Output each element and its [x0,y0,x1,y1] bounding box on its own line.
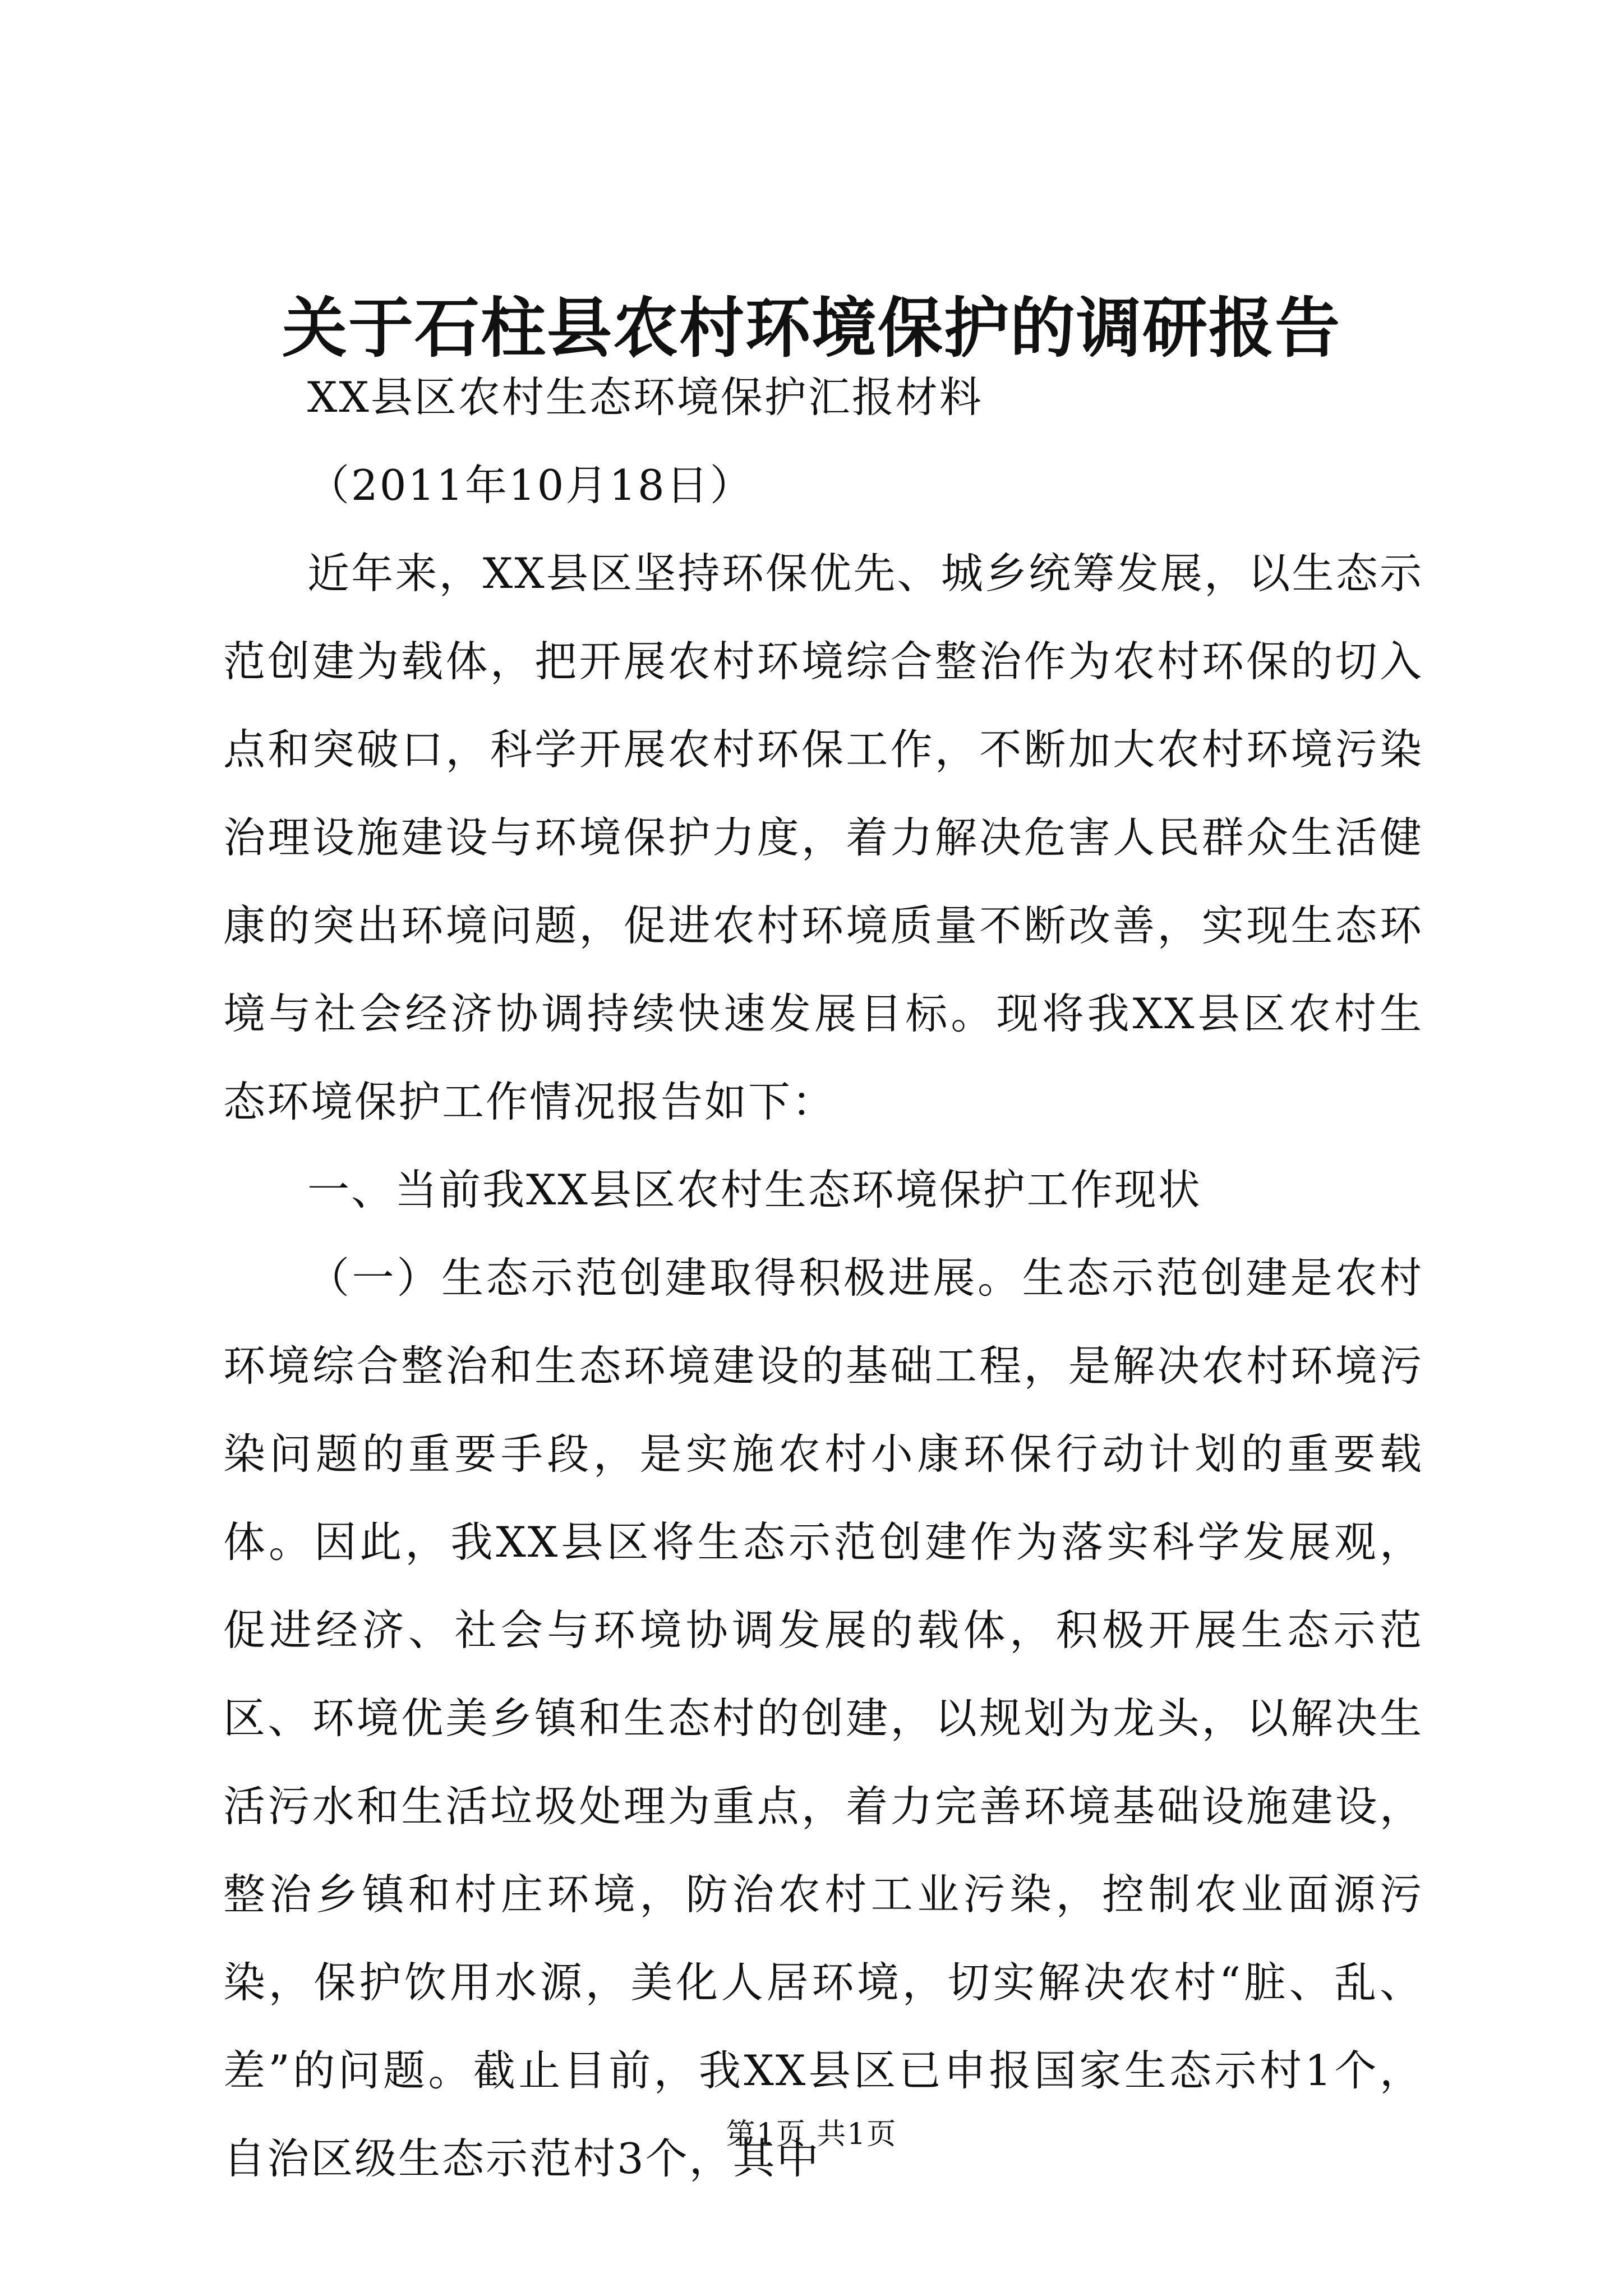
paragraph-section-1-1: （一）生态示范创建取得积极进展。生态示范创建是农村环境综合整治和生态环境建设的基础工程，是解决农村环境污染问题的重要手段，是实施农村小康环保行动计划的重要载体。因此，我XX县区将生态示范创建作为落实科学发展观，促进经济、社会与环境协调发展的载体，积极开展生态示范区、环境优美乡镇和生态村的创建，以规划为龙头，以解决生活污水和生活垃圾处理为重点，着力完善环境基础设施建设，整治乡镇和村庄环境，防治农村工业污染，控制农业面源污染，保护饮用水源，美化人居环境，切实解决农村“脏、乱、差”的问题。截止目前，我XX县区已申报国家生态示村1个，自治区级生态示范村3个，其中 [223,1253,1423,2183]
document-body [223,353,1423,2203]
page-footer: 第1页 共1页 [726,2118,897,2151]
document-title: 关于石柱县农村环境保护的调研报告 [282,290,1341,366]
document-subtitle: XX县区农村生态环境保护汇报材料 [307,372,983,422]
section-heading-1: 一、当前我XX县区农村生态环境保护工作现状 [307,1165,1202,1214]
document-date: （2011年10月18日） [307,461,754,510]
paragraph-intro: 近年来，XX县区坚持环保优先、城乡统筹发展，以生态示范创建为载体，把开展农村环境综合整治作为农村环保的切入点和突破口，科学开展农村环保工作，不断加大农村环境污染治理设施建设与环境保护力度，着力解决危害人民群众生活健康的突出环境问题，促进农村环境质量不断改善，实现生态环境与社会经济协调持续快速发展目标。现将我XX县区农村生态环境保护工作情况报告如下： [223,549,1423,1126]
